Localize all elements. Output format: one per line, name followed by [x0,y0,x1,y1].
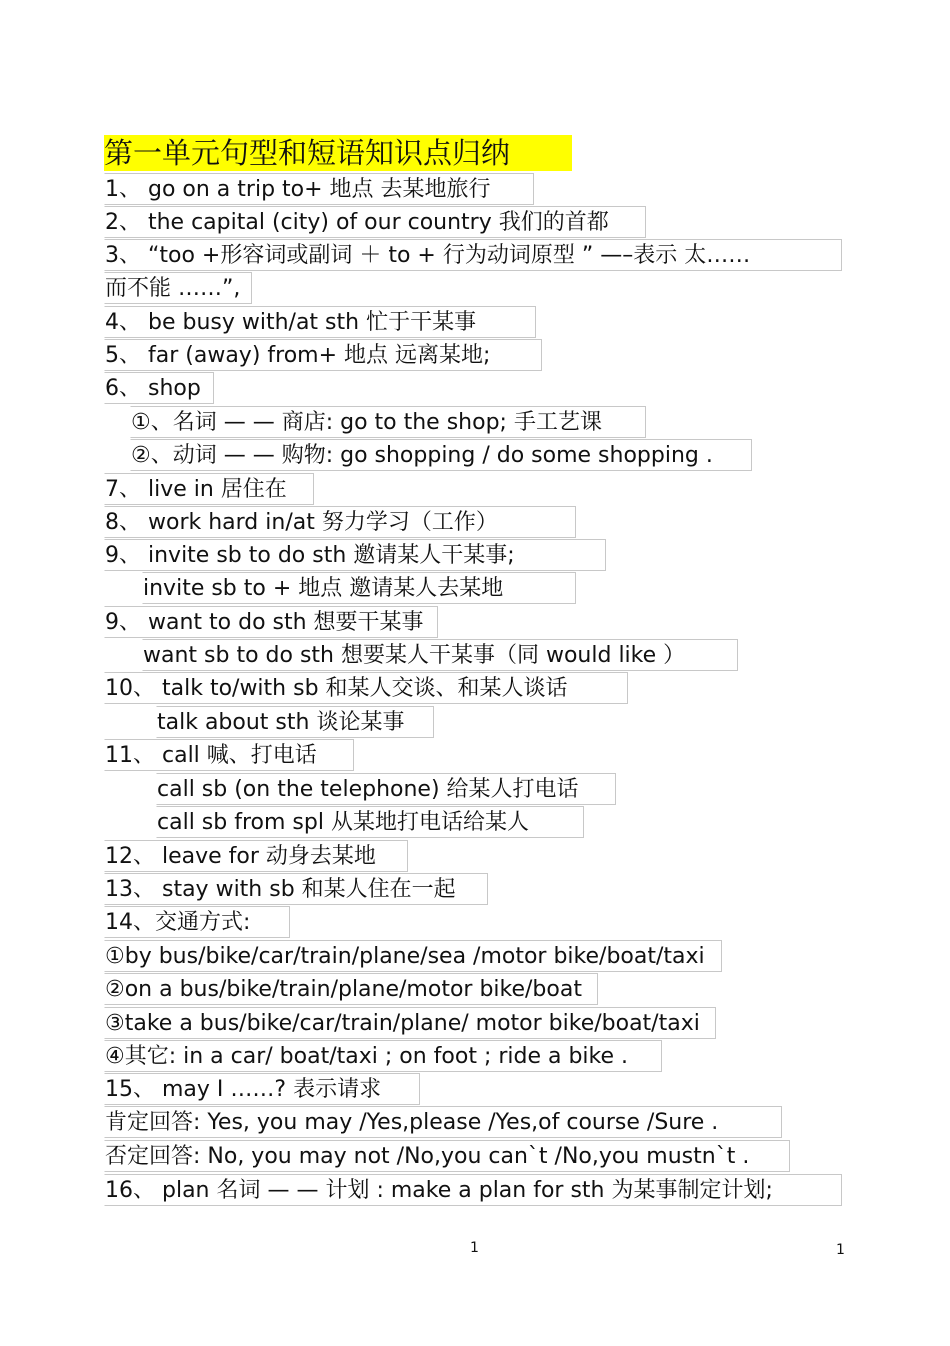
text-line: 15、 may I ……? 表示请求 [104,1073,420,1105]
text-line: call sb from spl 从某地打电话给某人 [156,806,584,838]
text-line: 2、 the capital (city) of our country 我们的首都 [104,206,646,238]
text-line: ①by bus/bike/car/train/plane/sea /motor bike/boat/taxi [104,940,722,972]
text-line: call sb (on the telephone) 给某人打电话 [156,773,616,805]
text-line: 8、 work hard in/at 努力学习（工作） [104,506,576,538]
text-line: 肯定回答: Yes, you may /Yes,please /Yes,of course /Sure . [104,1106,782,1138]
text-line: 14、交通方式: [104,906,290,938]
text-line: invite sb to + 地点 邀请某人去某地 [142,572,576,604]
page-number-right: 1 [836,1242,845,1258]
text-line: 11、 call 喊、打电话 [104,739,354,771]
text-line: ②、动词 — — 购物: go shopping / do some shopping . [130,439,752,471]
text-line: want sb to do sth 想要某人干某事（同 would like ） [142,639,738,671]
text-line: 13、 stay with sb 和某人住在一起 [104,873,488,905]
text-line: ②on a bus/bike/train/plane/motor bike/boat [104,973,598,1005]
text-line: 9、 invite sb to do sth 邀请某人干某事; [104,539,606,571]
page-number: 1 [470,1240,479,1256]
text-line: 5、 far (away) from+ 地点 远离某地; [104,339,542,371]
text-line: ③take a bus/bike/car/train/plane/ motor bike/boat/taxi [104,1007,716,1039]
text-line: 1、 go on a trip to+ 地点 去某地旅行 [104,173,534,205]
text-line: 否定回答: No, you may not /No,you can`t /No,you mustn`t . [104,1140,790,1172]
text-line: 10、 talk to/with sb 和某人交谈、和某人谈话 [104,672,628,704]
text-line: ①、名词 — — 商店: go to the shop; 手工艺课 [130,406,646,438]
text-line: 7、 live in 居住在 [104,473,314,505]
text-line: 9、 want to do sth 想要干某事 [104,606,438,638]
text-line: talk about sth 谈论某事 [156,706,434,738]
text-line: 3、 “too +形容词或副词 ＋ to + 行为动词原型 ” —–表示 太…… [104,239,842,271]
text-line: 而不能 ……”, [104,272,252,304]
text-line: ④其它: in a car/ boat/taxi ; on foot ; ride a bike . [104,1040,662,1072]
page-title: 第一单元句型和短语知识点归纳 [104,135,572,171]
text-line: 16、 plan 名词 — — 计划 : make a plan for sth 为某事制定计划; [104,1174,842,1206]
text-line: 4、 be busy with/at sth 忙于干某事 [104,306,536,338]
text-line: 6、 shop [104,372,214,404]
text-line: 12、 leave for 动身去某地 [104,840,408,872]
